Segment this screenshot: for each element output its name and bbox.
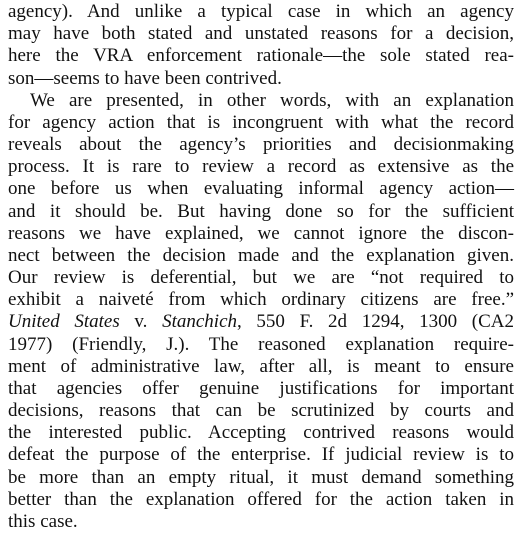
text-line: and it should be. But having done so for the sufficient <box>8 200 514 222</box>
text-line: that agencies offer genuine justifications for important <box>8 377 514 399</box>
text-line: ment of administrative law, after all, is meant to ensure <box>8 355 514 377</box>
text-line: agency). And unlike a typical case in which an agency <box>8 1 514 22</box>
text-line: reasons we have explained, we cannot ignore the discon- <box>8 222 514 244</box>
case-name-part-1: United States <box>8 311 120 333</box>
text-line: here the VRA enforcement rationale—the sole stated rea- <box>8 45 514 67</box>
text-line: decisions, reasons that can be scrutinized by courts and <box>8 400 514 422</box>
text-line: defeat the purpose of the enterprise. If judicial review is to <box>8 444 514 466</box>
case-versus: v. <box>119 311 163 333</box>
text-line: the interested public. Accepting contrived reasons would <box>8 422 514 444</box>
text-line: exhibit a naiveté from which ordinary citizens are free.” <box>8 289 514 311</box>
text-line: may have both stated and unstated reasons for a decision, <box>8 23 514 45</box>
text-line: We are presented, in other words, with an explanation <box>30 89 514 111</box>
text-line: one before us when evaluating informal agency action— <box>8 178 514 200</box>
text-line: Our review is deferential, but we are “not required to <box>8 267 514 289</box>
text-line: for agency action that is incongruent with what the record <box>8 111 514 133</box>
citation-reporter: , 550 F. 2d 1294, 1300 (CA2 <box>237 311 514 333</box>
text-line: process. It is rare to review a record as extensive as the <box>8 156 514 178</box>
text-line: son—seems to have been contrived. <box>8 67 282 89</box>
text-line: reveals about the agency’s priorities and decisionmaking <box>8 134 514 156</box>
text-line: this case. <box>8 511 78 532</box>
citation-line <box>8 311 514 333</box>
text-line: 1977) (Friendly, J.). The reasoned explanation require- <box>8 333 514 355</box>
text-line: nect between the decision made and the explanation given. <box>8 244 514 266</box>
text-line: better than the explanation offered for the action taken in <box>8 488 514 510</box>
case-name-part-2: Stanchich <box>162 311 238 333</box>
text-line: be more than an empty ritual, it must demand something <box>8 466 514 488</box>
